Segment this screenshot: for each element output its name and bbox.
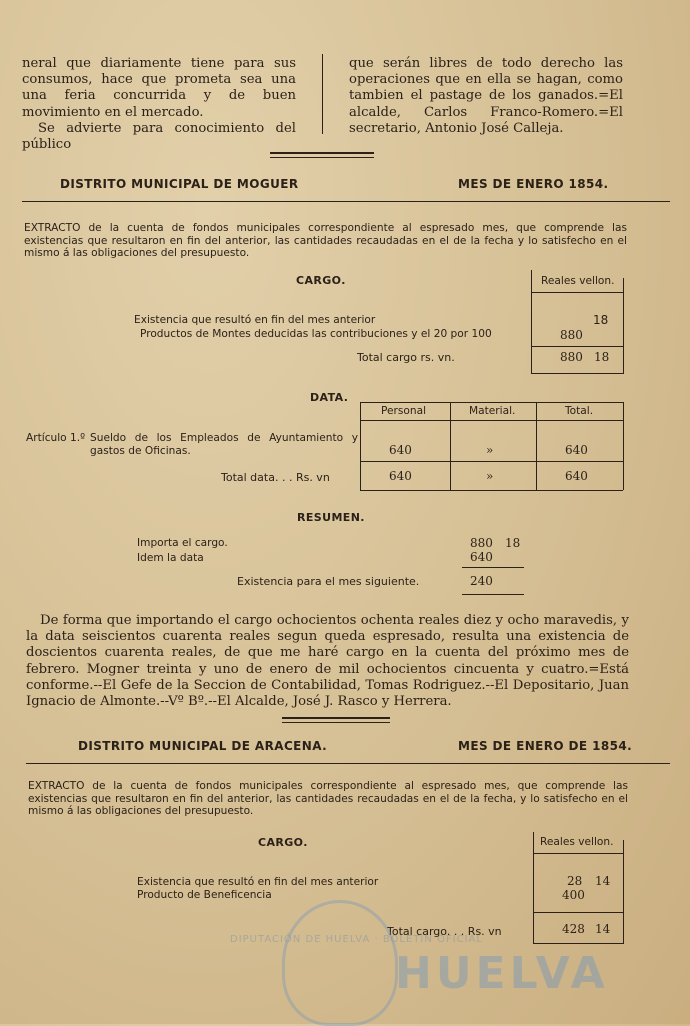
- moguer-cargo-title: CARGO.: [296, 274, 346, 287]
- data-sum-rule: [360, 461, 623, 462]
- total-data-label: Total data. . . Rs. vn: [221, 471, 330, 484]
- existencia-value: 240: [470, 574, 493, 588]
- resumen-bottom-rule: [462, 594, 524, 595]
- resumen-row-1-label: Importa el cargo.: [137, 537, 228, 549]
- moguer-extract: EXTRACTO de la cuenta de fondos municipales correspondiente al espresado mes, que comprende las existencias que resultaron en fin del anterior, las cantidades recaudadas en el de la fecha y lo satisfecho en el mismo á las obligaciones del presupuesto.: [24, 222, 627, 260]
- moguer-reales-rule: [531, 292, 623, 293]
- data-header-personal: Personal: [381, 405, 427, 417]
- moguer-district-title: DISTRITO MUNICIPAL DE MOGUER: [60, 177, 299, 191]
- data-row-material: »: [486, 443, 494, 457]
- data-vline-1: [360, 402, 361, 490]
- aracena-sum-rule: [533, 912, 623, 913]
- aracena-cargo-row-2-reales: 400: [562, 888, 585, 902]
- resumen-row-1-reales: 880: [470, 536, 493, 550]
- aracena-vline-right: [623, 840, 624, 944]
- top-left-column: [22, 56, 296, 153]
- moguer-reales-header: Reales vellon.: [541, 275, 615, 287]
- resumen-sum-rule: [462, 567, 524, 568]
- aracena-cargo-row-1-label: Existencia que resultó en fin del mes anterior: [137, 876, 379, 888]
- data-header-material: Material.: [469, 405, 516, 417]
- aracena-reales-header: Reales vellon.: [540, 836, 614, 848]
- data-vline-2: [450, 402, 451, 490]
- moguer-cargo-vline: [531, 270, 532, 374]
- moguer-cargo-row-1-label: Existencia que resultó en fin del mes anterior: [134, 314, 376, 326]
- moguer-cargo-vline-right: [623, 278, 624, 374]
- data-bottom-rule: [360, 490, 623, 491]
- top-right-column: [349, 56, 623, 137]
- data-vline-4: [623, 402, 624, 490]
- watermark-caption: DIPUTACIÓN DE HUELVA · BOLETÍN OFICIAL: [230, 934, 483, 945]
- data-row-personal: 640: [389, 443, 412, 457]
- section-divider-2: [282, 717, 390, 723]
- aracena-cargo-row-2-label: Producto de Beneficencia: [137, 889, 272, 901]
- aracena-extract: EXTRACTO de la cuenta de fondos municipales correspondiente al espresado mes, que comprende las existencias que resultaron en fin del anterior, las cantidades recaudadas en el de la fecha, y lo satisfecho en el mismo á las obligaciones del presupuesto.: [28, 780, 628, 818]
- resumen-row-1-mrs: 18: [505, 536, 521, 550]
- resumen-row-2-label: Idem la data: [137, 552, 204, 564]
- aracena-cargo-title: CARGO.: [258, 836, 308, 849]
- moguer-total-cargo-mrs: 18: [594, 350, 610, 364]
- aracena-district-title: DISTRITO MUNICIPAL DE ARACENA.: [78, 739, 328, 753]
- moguer-data-title: DATA.: [310, 391, 349, 404]
- moguer-total-cargo-label: Total cargo rs. vn.: [357, 351, 455, 364]
- moguer-total-rule: [531, 373, 623, 374]
- moguer-cargo-row-2-reales: 880: [560, 328, 583, 342]
- aracena-total-cargo-label: Total cargo. . . Rs. vn: [387, 925, 502, 938]
- moguer-cargo-sum-rule: [531, 346, 623, 347]
- aracena-reales-rule: [533, 853, 623, 854]
- resumen-title: RESUMEN.: [297, 511, 365, 524]
- aracena-header-rule: [26, 763, 670, 764]
- data-row-total: 640: [565, 443, 588, 457]
- moguer-header-rule: [22, 201, 670, 202]
- moguer-cargo-row-2-label: Productos de Montes deducidas las contribuciones y el 20 por 100: [140, 328, 492, 340]
- aracena-total-cargo-reales: 428: [562, 922, 585, 936]
- top-right-text: que serán libres de todo derecho las operaciones que en ella se hagan, como tambien el pastage de los ganados.=El alcalde, Carlos Franco-Romero.=El secretario, Antonio José Calleja.: [349, 56, 623, 136]
- watermark-text: HUELVA: [395, 948, 609, 999]
- moguer-closing: De forma que importando el cargo ochocientos ochenta reales diez y ocho maravedis, y la data seiscientos cuarenta reales segun queda espresado, resulta una existencia de doscientos cuarenta reales, de que me haré cargo en la cuenta del próximo mes de febrero. Mogner treinta y uno de enero de mil ochocientos cincuenta y cuatro.=Está conforme.--El Gefe de la Seccion de Contabilidad, Tomas Rodriguez.--El Depositario, Juan Ignacio de Almonte.--Vº Bº.--El Alcalde, José J. Rasco y Herrera.: [26, 613, 629, 710]
- aracena-month: MES DE ENERO DE 1854.: [458, 739, 633, 753]
- aracena-total-rule: [533, 943, 623, 944]
- moguer-month: MES DE ENERO 1854.: [458, 177, 609, 191]
- top-left-text-2: Se advierte para conocimiento del público: [22, 120, 296, 153]
- aracena-cargo-row-1-mrs: 14: [595, 874, 611, 888]
- aracena-cargo-row-1-reales: 28: [567, 874, 583, 888]
- total-data-material: »: [486, 469, 494, 483]
- moguer-cargo-row-1-mrs: 18: [593, 313, 609, 327]
- top-left-text: neral que diariamente tiene para sus consumos, hace que prometa sea una una feria concurrida y de buen movimiento en el mercado.: [22, 56, 296, 120]
- data-header-total: Total.: [565, 405, 594, 417]
- existencia-label: Existencia para el mes siguiente.: [237, 575, 420, 588]
- data-header-rule: [360, 402, 623, 403]
- data-vline-3: [536, 402, 537, 490]
- aracena-total-cargo-mrs: 14: [595, 922, 611, 936]
- data-header-bottom-rule: [360, 420, 623, 421]
- total-data-total: 640: [565, 469, 588, 483]
- aracena-vline: [533, 832, 534, 944]
- moguer-total-cargo-reales: 880: [560, 350, 583, 364]
- data-row-label: Sueldo de los Empleados de Ayuntamiento y gastos de Oficinas.: [90, 432, 358, 457]
- resumen-row-2-reales: 640: [470, 550, 493, 564]
- section-divider: [270, 152, 374, 158]
- watermark-seal-icon: [282, 900, 398, 1026]
- total-data-personal: 640: [389, 469, 412, 483]
- data-article: Artículo 1.º: [26, 432, 86, 444]
- column-divider: [322, 54, 323, 134]
